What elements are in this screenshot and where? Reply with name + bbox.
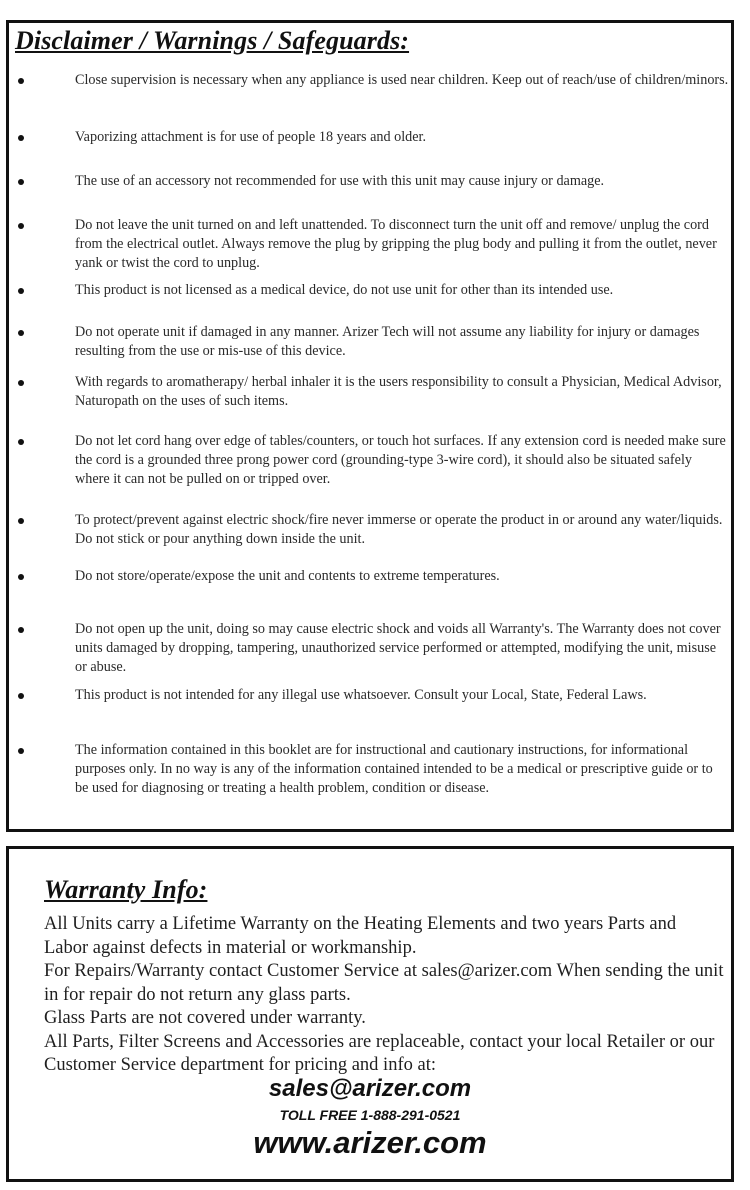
- warranty-paragraph: Glass Parts are not covered under warranty.: [44, 1008, 366, 1028]
- warning-text: The information contained in this booklet are for instructional and cautionary instructions, for informational purposes only. In no way is any of the information contained intended to be a medical or prescriptive guide or to be used for diagnosing or treating a health problem, condition or disease.: [75, 742, 713, 796]
- contact-phone: TOLL FREE 1-888-291-0521: [279, 1107, 461, 1123]
- bullet-icon: [18, 748, 24, 754]
- warning-text: This product is not intended for any illegal use whatsoever. Consult your Local, State, Federal Laws.: [75, 687, 647, 703]
- bullet-icon: [18, 518, 24, 524]
- bullet-icon: [18, 223, 24, 229]
- bullet-icon: [18, 693, 24, 699]
- warranty-paragraph: All Units carry a Lifetime Warranty on the Heating Elements and two years Parts and Labor against defects in material or workmanship.: [44, 914, 677, 958]
- disclaimer-title: Disclaimer / Warnings / Safeguards:: [15, 26, 410, 55]
- warranty-title: Warranty Info:: [44, 875, 208, 904]
- warning-text: Do not store/operate/expose the unit and contents to extreme temperatures.: [75, 568, 500, 584]
- warranty-paragraph: For Repairs/Warranty contact Customer Service at sales@arizer.com When sending the unit in for repair do not return any glass parts.: [44, 961, 724, 1005]
- bullet-icon: [18, 627, 24, 633]
- warranty-box: [6, 846, 734, 1182]
- warning-text: Do not open up the unit, doing so may cause electric shock and voids all Warranty's. The Warranty does not cover units damaged by dropping, tampering, unauthorized service performed or attempted, modifying the unit, misuse or abuse.: [75, 621, 721, 675]
- disclaimer-box: [6, 20, 734, 832]
- warranty-paragraph: All Parts, Filter Screens and Accessories are replaceable, contact your local Retailer or our Customer Service department for pricing and info at:: [44, 1031, 715, 1075]
- contact-email: sales@arizer.com: [268, 1075, 472, 1102]
- contact-website: www.arizer.com: [253, 1125, 487, 1160]
- bullet-icon: [18, 330, 24, 336]
- warning-text: Close supervision is necessary when any appliance is used near children. Keep out of reach/use of children/minors.: [75, 72, 729, 88]
- warning-text: Vaporizing attachment is for use of people 18 years and older.: [75, 129, 427, 145]
- warning-text: With regards to aromatherapy/ herbal inhaler it is the users responsibility to consult a Physician, Medical Advisor, Naturopath on the uses of such items.: [75, 374, 722, 409]
- bullet-icon: [18, 78, 24, 84]
- warning-text: Do not leave the unit turned on and left unattended. To disconnect turn the unit off and remove/ unplug the cord from the electrical outlet. Always remove the plug by gripping the plug body and pulling it from the outlet, never yank or twist the cord to unplug.: [75, 217, 717, 271]
- warranty-body: [44, 913, 724, 1078]
- warning-text: To protect/prevent against electric shock/fire never immerse or operate the product in or around any water/liquids. Do not stick or pour anything down inside the unit.: [75, 512, 723, 547]
- bullet-icon: [18, 380, 24, 386]
- warning-text: The use of an accessory not recommended for use with this unit may cause injury or damage.: [75, 173, 605, 189]
- bullet-icon: [18, 288, 24, 294]
- bullet-icon: [18, 179, 24, 185]
- bullet-icon: [18, 439, 24, 445]
- warning-text: This product is not licensed as a medical device, do not use unit for other than its intended use.: [75, 282, 614, 298]
- bullet-icon: [18, 135, 24, 141]
- bullet-icon: [18, 574, 24, 580]
- warning-text: Do not operate unit if damaged in any manner. Arizer Tech will not assume any liability for injury or damages resulting from the use or mis-use of this device.: [75, 324, 700, 359]
- warning-text: Do not let cord hang over edge of tables/counters, or touch hot surfaces. If any extension cord is needed make sure the cord is a grounded three prong power cord (grounding-type 3-wire cord), it should also be situated safely where it can not be pulled on or tripped over.: [75, 433, 726, 487]
